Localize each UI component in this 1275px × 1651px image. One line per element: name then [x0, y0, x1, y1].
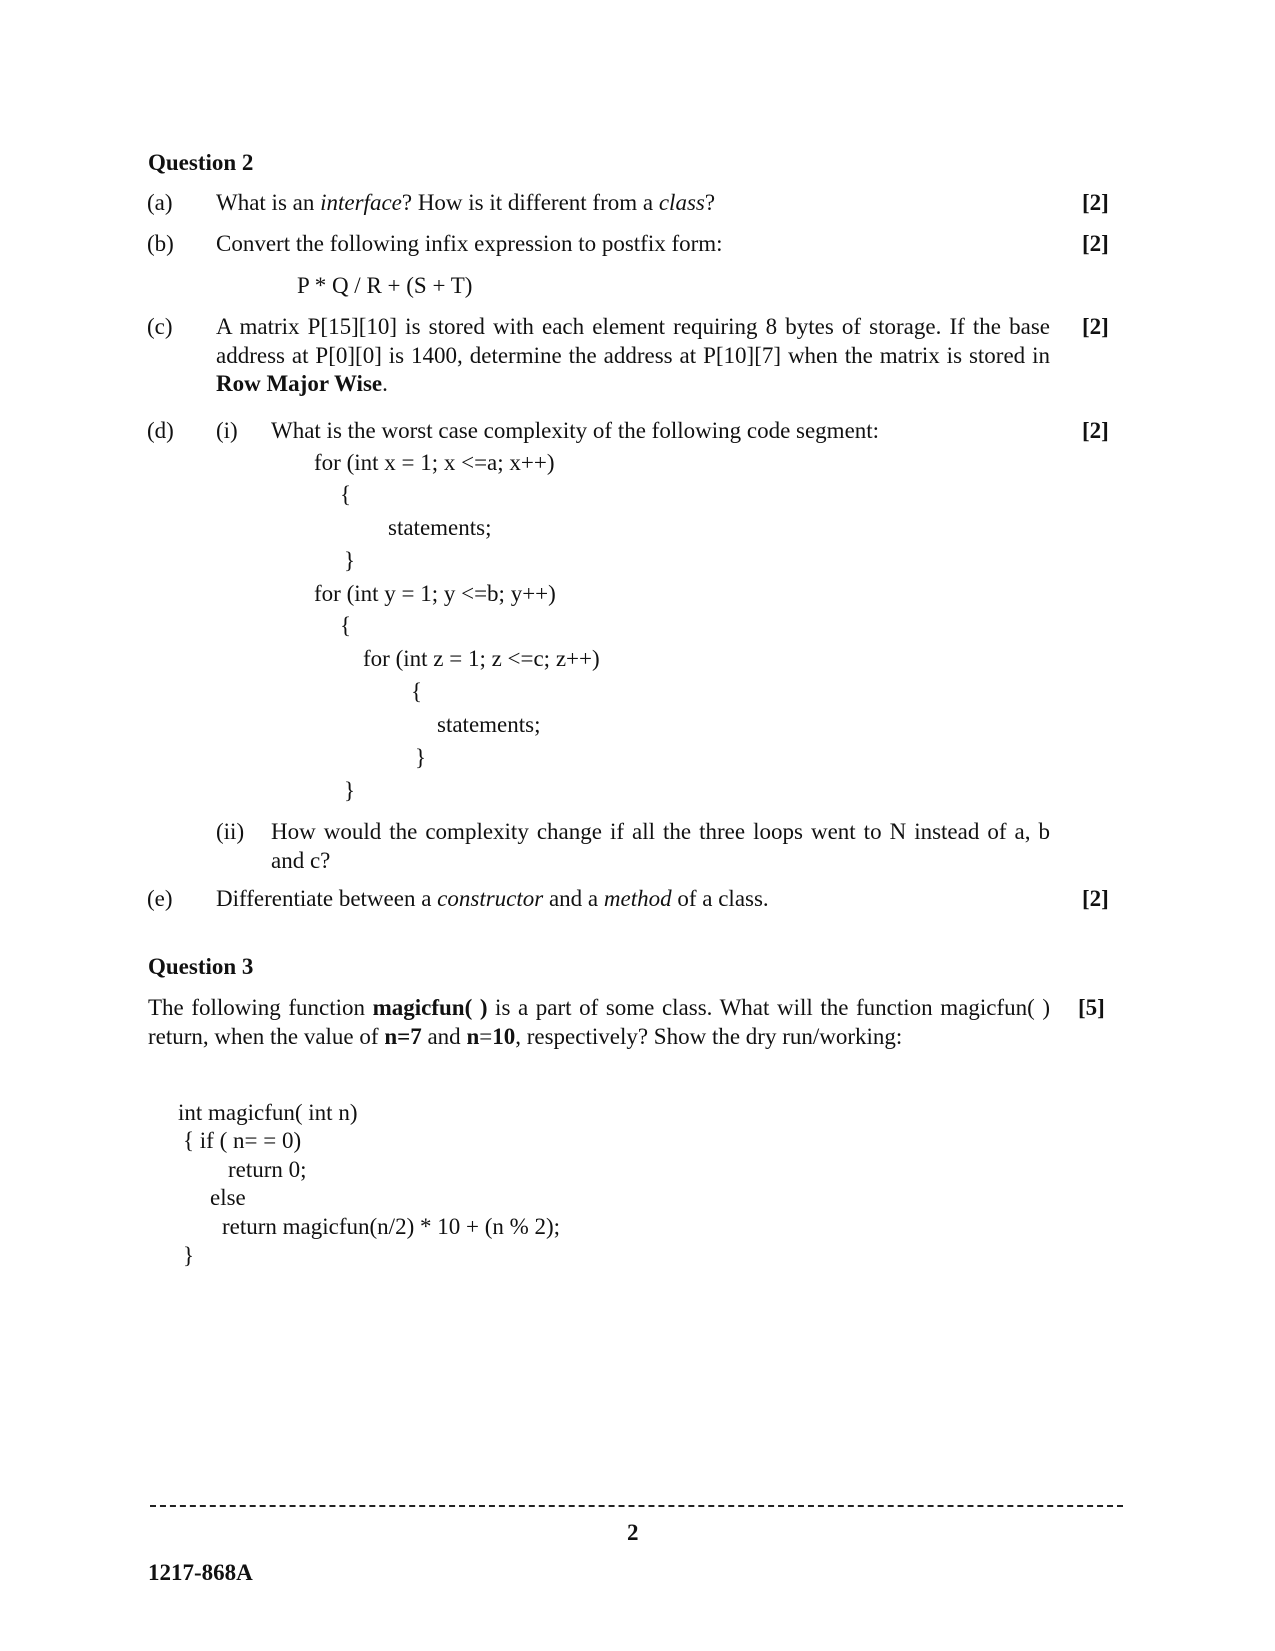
part-e-term-constructor: constructor: [437, 886, 544, 911]
code-line-6: {: [340, 613, 352, 638]
part-d-marks: [2]: [1082, 418, 1109, 443]
part-a-marks: [2]: [1082, 190, 1109, 215]
code-line-4: }: [344, 548, 356, 573]
part-a-text: [216, 190, 715, 216]
part-d-label: (d): [147, 418, 174, 443]
code-line-5: for (int y = 1; y <=b; y++): [314, 581, 556, 606]
part-b-marks: [2]: [1082, 231, 1109, 256]
part-d-ii-text: How would the complexity change if all the three loops went to N instead of a, b and c?: [271, 819, 1050, 873]
part-a-term-class: class: [658, 190, 705, 215]
part-b-text: Convert the following infix expression to postfix form:: [216, 231, 723, 256]
part-e-text-2: and a: [543, 886, 604, 911]
part-e-text: [216, 886, 769, 912]
part-b-label: (b): [147, 231, 174, 256]
part-e-text-3: of a class.: [671, 886, 769, 911]
q3-text-3: and: [421, 1023, 467, 1049]
code-line-8: {: [411, 679, 423, 704]
part-a-text-3: ?: [704, 190, 716, 215]
code-line-11: }: [344, 778, 356, 803]
question-3-text: [148, 994, 1050, 1051]
part-c-label: (c): [147, 314, 173, 339]
code-line-10: }: [415, 745, 427, 770]
q3-code-line-2: { if ( n= = 0): [183, 1128, 302, 1153]
footer-dashed-rule: [150, 1505, 1123, 1507]
question-2-title: Question 2: [148, 150, 254, 175]
part-e-label: (e): [147, 886, 173, 911]
page-number: 2: [627, 1520, 639, 1545]
q3-text-2: is a part of some class. What will the function magicfun( ) return, when the value of: [148, 995, 1050, 1049]
code-line-3: statements;: [388, 515, 492, 540]
q3-value-n7: n=7: [384, 1023, 422, 1049]
part-c-row-major: Row Major Wise: [216, 371, 383, 396]
part-d-ii-label: (ii): [216, 819, 245, 844]
code-line-2: {: [340, 482, 352, 507]
part-a-text-1: What is an: [216, 190, 321, 215]
part-e-marks: [2]: [1082, 886, 1109, 911]
infix-expression: P * Q / R + (S + T): [297, 273, 473, 298]
part-e-text-1: Differentiate between a: [216, 886, 438, 911]
part-e-term-method: method: [603, 886, 672, 911]
part-c-marks: [2]: [1082, 314, 1109, 339]
code-line-9: statements;: [437, 712, 541, 737]
q3-code-line-4: else: [210, 1185, 246, 1210]
question-3-marks: [5]: [1078, 995, 1105, 1020]
paper-code: 1217-868A: [148, 1560, 253, 1585]
q3-text-4: , respectively? Show the dry run/working:: [515, 1023, 903, 1049]
q3-value-10: 10: [492, 1023, 516, 1049]
question-3-title: Question 3: [148, 954, 254, 979]
q3-code-line-1: int magicfun( int n): [178, 1100, 358, 1125]
part-c-text-1: A matrix P[15][10] is stored with each element requiring 8 bytes of storage. If the base address at P[0][0] is 1400, determine the address at P[10][7] when the matrix is stored in: [216, 314, 1050, 368]
q3-text-1: The following function: [148, 995, 373, 1020]
code-line-1: for (int x = 1; x <=a; x++): [314, 450, 555, 475]
code-line-7: for (int z = 1; z <=c; z++): [363, 646, 600, 671]
part-c-text-2: .: [382, 371, 388, 396]
q3-var-n: n: [466, 1023, 480, 1049]
q3-function-name: magicfun( ): [372, 995, 488, 1020]
q3-code-line-6: }: [183, 1243, 195, 1268]
part-d-i-text: What is the worst case complexity of the following code segment:: [271, 418, 880, 443]
q3-code-line-5: return magicfun(n/2) * 10 + (n % 2);: [222, 1214, 561, 1239]
part-a-term-interface: interface: [320, 190, 402, 215]
part-d-i-label: (i): [216, 418, 238, 443]
q3-code-line-3: return 0;: [228, 1157, 307, 1182]
q3-equals: =: [479, 1023, 493, 1049]
part-a-text-2: ? How is it different from a: [401, 190, 659, 215]
part-a-label: (a): [147, 190, 173, 215]
part-c-text: [216, 313, 1050, 399]
